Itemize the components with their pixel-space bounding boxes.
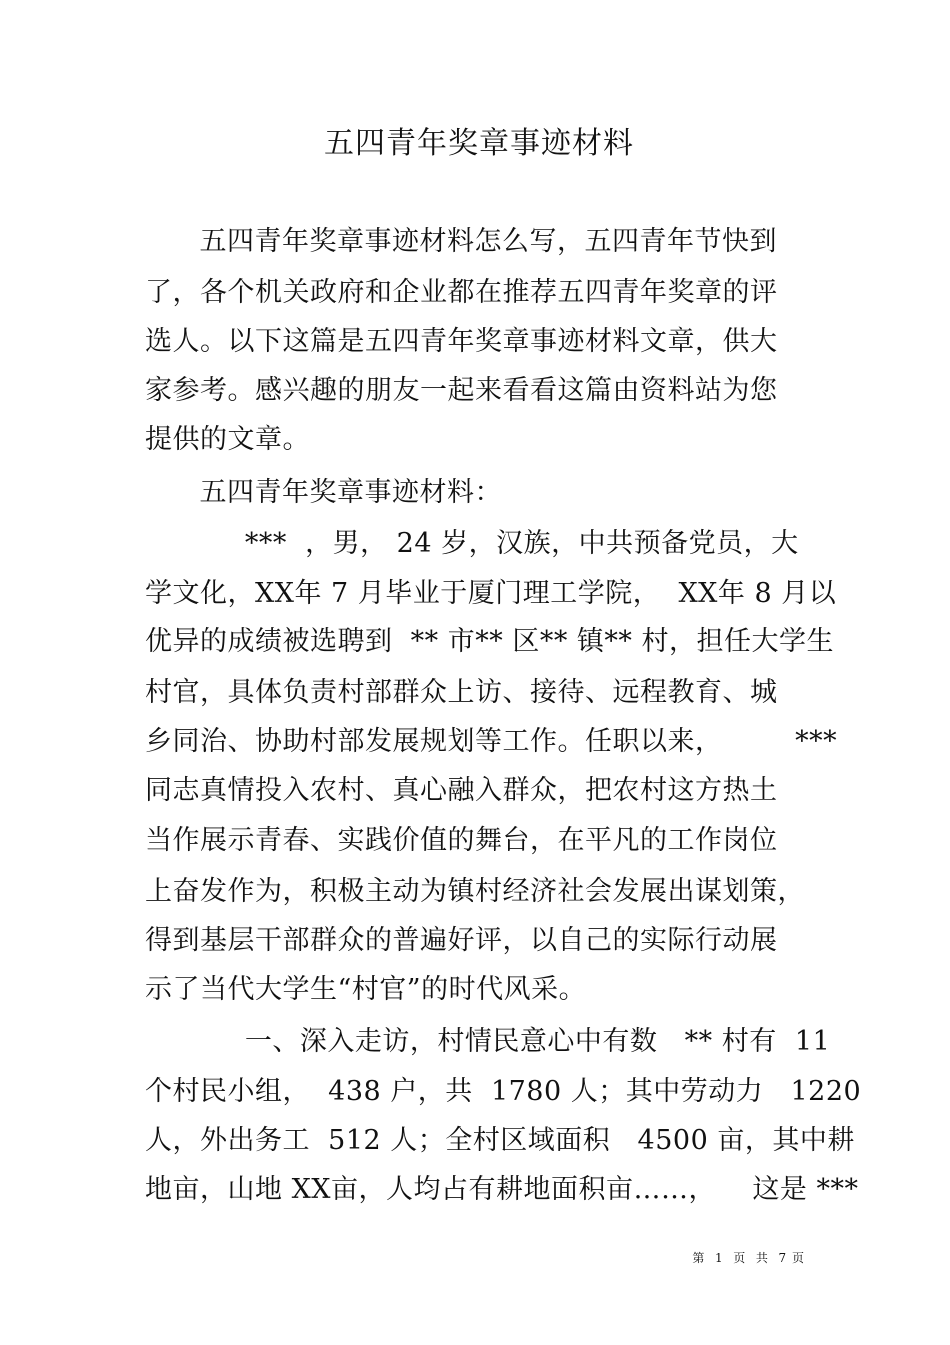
paragraph-line: 地亩，山地 XX亩，人均占有耕地面积亩……， 这是 *** <box>145 1174 859 1205</box>
paragraph-line: 家参考。感兴趣的朋友一起来看看这篇由资料站为您 <box>145 375 778 406</box>
paragraph-line: 一、深入走访，村情民意心中有数 ** 村有 11 <box>145 1026 831 1057</box>
paragraph-line: 上奋发作为，积极主动为镇村经济社会发展出谋划策， <box>145 876 805 907</box>
paragraph-line: 同志真情投入农村、真心融入群众，把农村这方热土 <box>145 775 778 806</box>
page-number-footer: 第 1 页 共 7 页 <box>692 1251 805 1265</box>
paragraph-line: 个村民小组， 438 户，共 1780 人；其中劳动力 1220 <box>145 1076 862 1107</box>
paragraph-line: 优异的成绩被选聘到 ** 市** 区** 镇** 村，担任大学生 <box>145 626 834 657</box>
paragraph-line: *** ，男， 24 岁，汉族，中共预备党员，大 <box>145 528 799 559</box>
paragraph-line: 五四青年奖章事迹材料： <box>145 477 502 508</box>
paragraph-line: 选人。以下这篇是五四青年奖章事迹材料文章，供大 <box>145 326 778 357</box>
paragraph-line: 了，各个机关政府和企业都在推荐五四青年奖章的评 <box>145 277 778 308</box>
paragraph-line: 人，外出务工 512 人；全村区域面积 4500 亩，其中耕 <box>145 1125 855 1156</box>
paragraph-line: 乡同治、协助村部发展规划等工作。任职以来， *** <box>145 726 838 757</box>
paragraph-line: 当作展示青春、实践价值的舞台，在平凡的工作岗位 <box>145 825 778 856</box>
paragraph-line: 提供的文章。 <box>145 424 310 455</box>
document-title: 五四青年奖章事迹材料 <box>324 126 634 161</box>
paragraph-line: 学文化，XX年 7 月毕业于厦门理工学院， XX年 8 月以 <box>145 578 837 609</box>
paragraph-line: 村官，具体负责村部群众上访、接待、远程教育、城 <box>145 677 778 708</box>
paragraph-line: 示了当代大学生“村官”的时代风采。 <box>145 974 587 1005</box>
paragraph-line: 得到基层干部群众的普遍好评，以自己的实际行动展 <box>145 925 778 956</box>
paragraph-line: 五四青年奖章事迹材料怎么写，五四青年节快到 <box>145 226 777 257</box>
